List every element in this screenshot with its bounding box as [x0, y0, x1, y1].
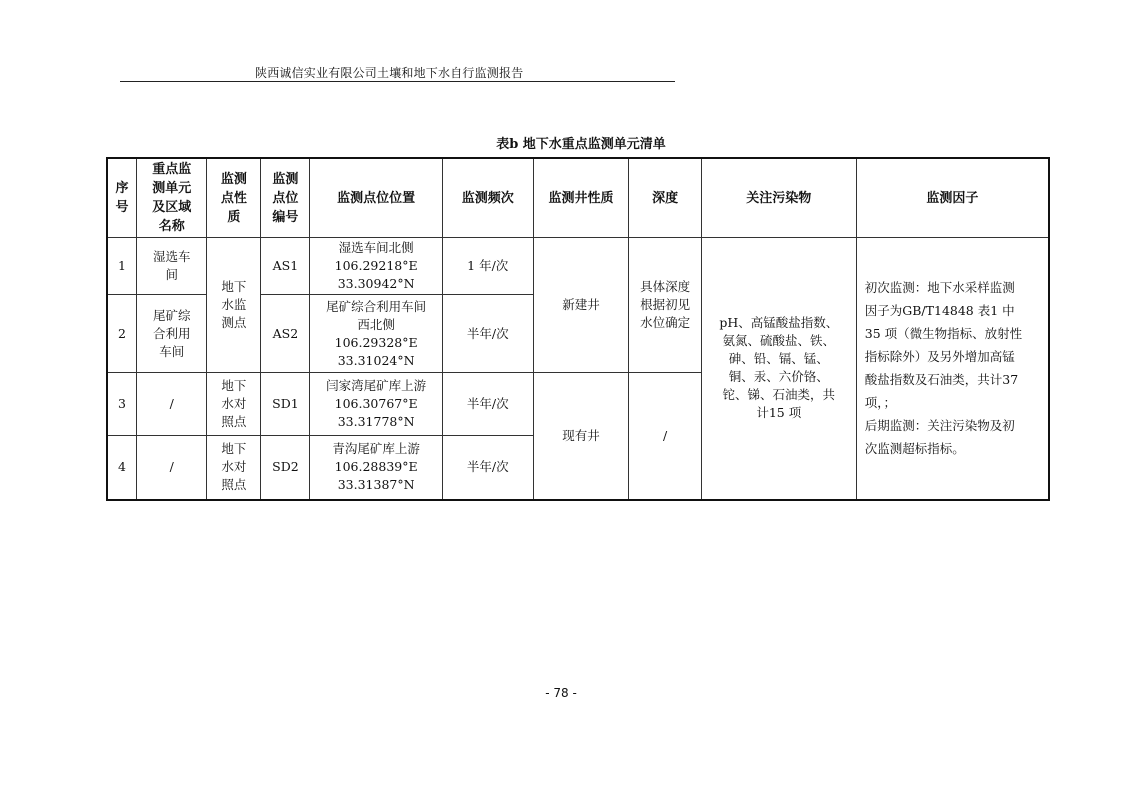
cell-depth — [629, 238, 701, 373]
cell-text-line: 照点 — [221, 414, 247, 429]
cell-text-line: 闫家湾尾矿库上游 — [326, 378, 427, 393]
cell-text-line: 35 项（微生物指标、放射性 — [864, 326, 1023, 342]
cell-well: 新建井 — [533, 238, 629, 373]
cell-text-line: 根据初见 — [640, 297, 691, 312]
cell-no: 2 — [107, 295, 137, 373]
cell-text-line: 编号 — [272, 209, 299, 225]
monitoring-units-table — [106, 157, 1050, 501]
cell-text-line: 车间 — [159, 343, 185, 359]
cell-text-line: 33.30942°N — [337, 276, 415, 291]
cell-text-line: pH、高锰酸盐指数、 — [719, 315, 839, 331]
cell-text-line: 监测频次 — [461, 190, 514, 206]
cell-text-line: 33.31024°N — [337, 352, 415, 368]
cell-text-line: 水对 — [221, 459, 247, 475]
cell-text-line: 关注污染物 — [746, 190, 812, 206]
col-header-factors — [856, 158, 1049, 238]
cell-text-line: 合利用 — [152, 325, 191, 341]
cell-no: 1 — [107, 238, 137, 295]
cell-text-line: 水监 — [221, 297, 247, 312]
col-header-pollutants — [701, 158, 856, 238]
header-rule — [120, 81, 675, 82]
cell-text-line: 33.31387°N — [337, 477, 415, 493]
cell-text-line: 序 — [115, 181, 129, 196]
cell-text-line: 西北侧 — [357, 316, 395, 332]
cell-frequency: 半年/次 — [442, 373, 533, 436]
cell-no: 4 — [107, 436, 137, 500]
cell-unit — [137, 295, 207, 373]
cell-text-line: 106.28839°E — [334, 459, 418, 475]
cell-text-line: 指标除外）及另外增加高锰 — [864, 349, 1015, 365]
cell-text-line: 深度 — [652, 190, 679, 206]
col-header-code — [261, 158, 310, 238]
cell-text-line: 具体深度 — [640, 279, 691, 294]
document-header: 陕西诚信实业有限公司土壤和地下水自行监测报告 — [255, 66, 524, 80]
page-number: - 78 - — [545, 686, 577, 700]
cell-unit — [137, 238, 207, 295]
cell-factors — [856, 238, 1049, 500]
cell-text-line: 青沟尾矿库上游 — [332, 441, 420, 457]
cell-text-line: 质 — [227, 209, 241, 225]
cell-text-line: 水位确定 — [640, 315, 691, 330]
cell-location — [310, 373, 443, 436]
cell-text-line: 尾矿综合利用车间 — [326, 298, 427, 314]
cell-text-line: 测单元 — [152, 181, 192, 196]
cell-location — [310, 295, 443, 373]
cell-text-line: 水对 — [221, 396, 247, 411]
col-header-no — [107, 158, 137, 238]
cell-location — [310, 238, 443, 295]
cell-text-line: 氨氮、硫酸盐、铁、 — [722, 333, 836, 349]
col-header-frequency — [442, 158, 533, 238]
col-header-well — [533, 158, 629, 238]
cell-text-line: 地下 — [221, 279, 247, 294]
table-caption: 表b 地下水重点监测单元清单 — [496, 137, 666, 152]
table-header-row — [107, 158, 1049, 238]
cell-text-line: / — [169, 396, 174, 411]
cell-text-line: 测点 — [221, 315, 247, 330]
cell-frequency: 半年/次 — [442, 295, 533, 373]
cell-text-line: 及区域 — [152, 200, 192, 215]
cell-text-line: 监测因子 — [926, 190, 979, 206]
cell-nature — [207, 436, 261, 500]
cell-text-line: 监测井性质 — [548, 190, 614, 206]
cell-code: SD1 — [261, 373, 310, 436]
cell-text-line: 后期监测：关注污染物及初 — [864, 418, 1015, 434]
cell-depth: / — [629, 373, 701, 500]
cell-text-line: 106.29218°E — [334, 258, 418, 273]
cell-text-line: 间 — [165, 267, 178, 282]
col-header-unit — [137, 158, 207, 238]
cell-pollutants — [701, 238, 856, 500]
cell-text-line: 33.31778°N — [337, 414, 415, 429]
cell-text-line: 重点监 — [152, 162, 192, 177]
col-header-depth — [629, 158, 701, 238]
cell-text-line: 铊、锑、石油类，共 — [722, 387, 836, 403]
cell-unit — [137, 373, 207, 436]
col-header-nature — [207, 158, 261, 238]
cell-text-line: 铜、汞、六价铬、 — [728, 369, 829, 385]
cell-text-line: 砷、铅、镉、锰、 — [728, 351, 829, 367]
cell-nature — [207, 238, 261, 373]
cell-frequency: 1 年/次 — [442, 238, 533, 295]
cell-text-line: 地下 — [221, 441, 247, 457]
cell-text-line: 湿选车 — [152, 249, 191, 264]
cell-text-line: 106.30767°E — [334, 396, 418, 411]
cell-text-line: 湿选车间北侧 — [338, 240, 414, 255]
cell-text-line: 初次监测：地下水采样监测 — [864, 280, 1015, 296]
cell-text-line: 计15 项 — [756, 405, 802, 421]
table-row — [107, 238, 1049, 295]
cell-text-line: / — [169, 459, 174, 475]
cell-no: 3 — [107, 373, 137, 436]
cell-frequency: 半年/次 — [442, 436, 533, 500]
cell-location — [310, 436, 443, 500]
cell-text-line: 点性 — [220, 190, 247, 206]
cell-text-line: 106.29328°E — [334, 334, 418, 350]
cell-text-line: 酸盐指数及石油类，共计37 — [864, 372, 1019, 388]
cell-text-line: 监测点位位置 — [337, 190, 416, 206]
col-header-location — [310, 158, 443, 238]
cell-code: SD2 — [261, 436, 310, 500]
cell-code: AS1 — [261, 238, 310, 295]
cell-text-line: 监测 — [220, 171, 247, 187]
cell-text-line: 号 — [115, 200, 129, 215]
cell-text-line: 照点 — [221, 477, 247, 493]
cell-unit — [137, 436, 207, 500]
cell-text-line: 次监测超标指标。 — [864, 441, 965, 457]
cell-text-line: 点位 — [272, 190, 299, 206]
cell-code: AS2 — [261, 295, 310, 373]
cell-well: 现有井 — [533, 373, 629, 500]
cell-text-line: 尾矿综 — [152, 307, 191, 323]
cell-text-line: 项，； — [864, 395, 897, 411]
cell-text-line: 地下 — [221, 378, 247, 393]
cell-text-line: 监测 — [272, 171, 299, 187]
cell-text-line: 名称 — [158, 219, 185, 234]
cell-nature — [207, 373, 261, 436]
cell-text-line: 因子为GB/T14848 表1 中 — [864, 303, 1015, 319]
